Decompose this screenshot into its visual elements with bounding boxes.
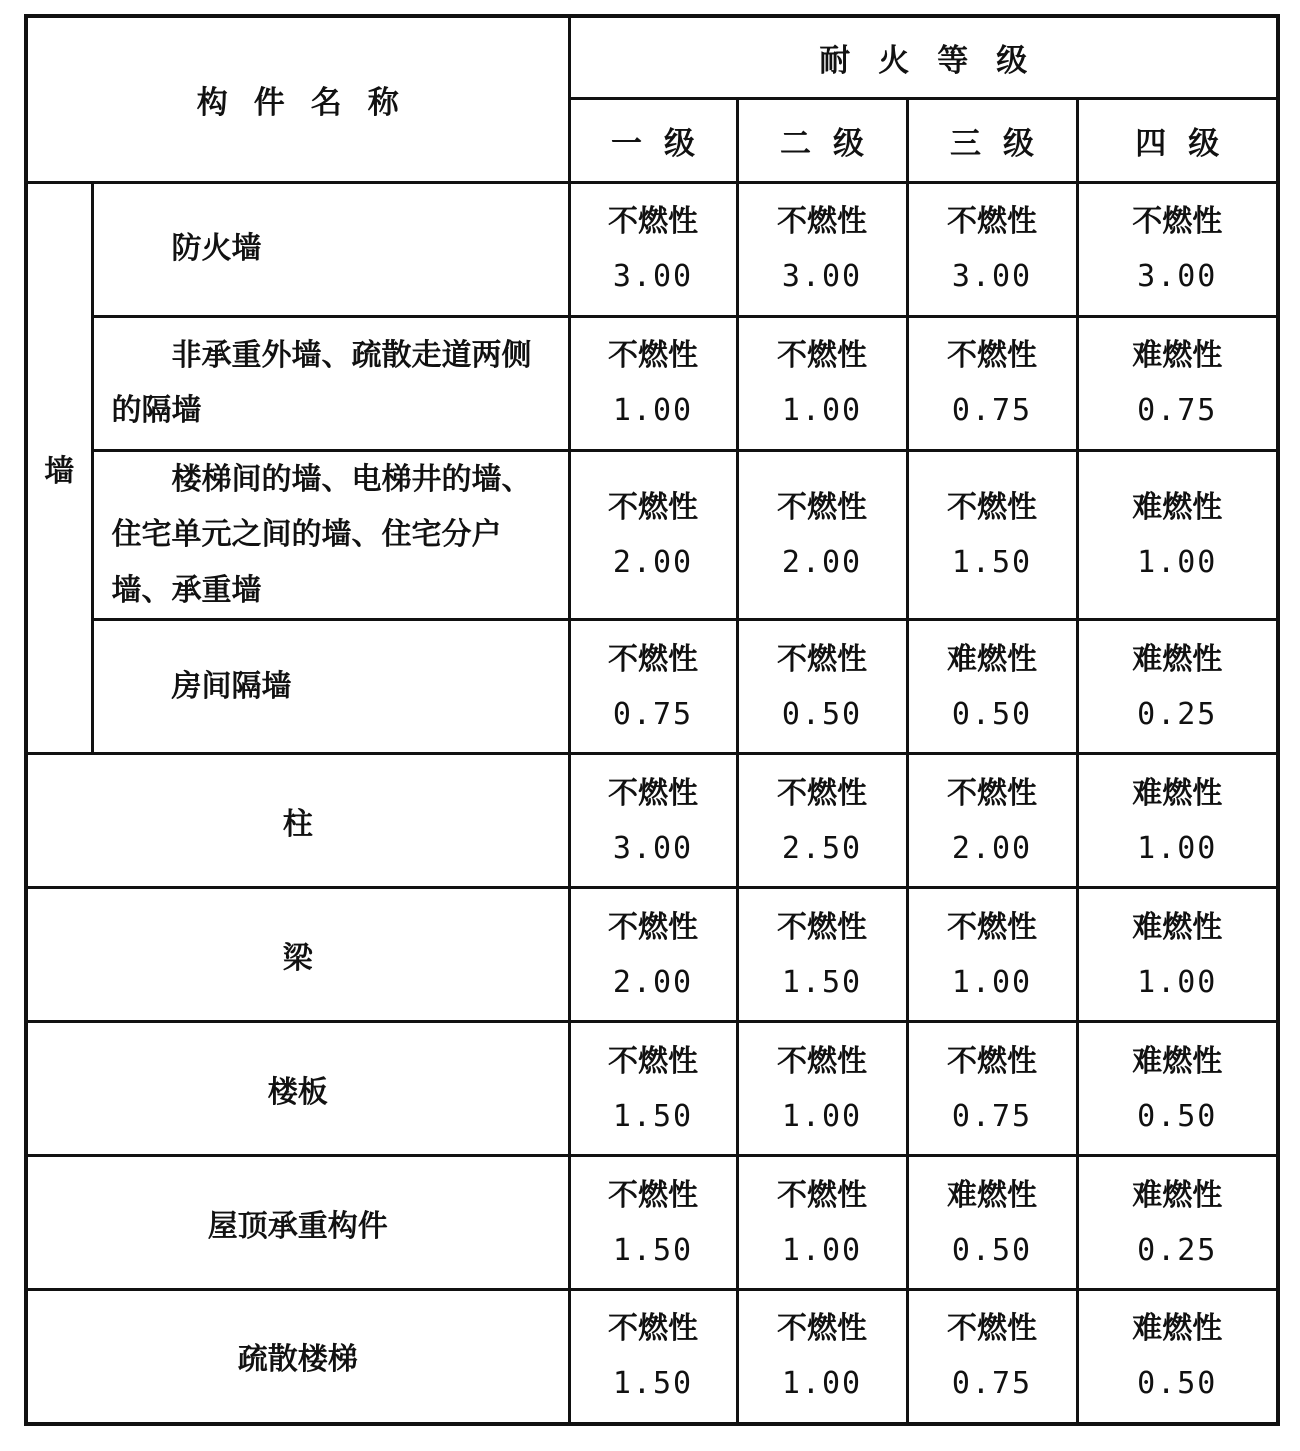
combustibility: 不燃性 (777, 1177, 867, 1213)
rating-cell (907, 182, 1077, 316)
combustibility: 不燃性 (608, 489, 698, 525)
rating-cell (737, 1156, 907, 1290)
rating-cell (1077, 1290, 1278, 1424)
wall-group-label: 墙 (26, 182, 92, 754)
combustibility: 不燃性 (777, 909, 867, 945)
fire-hours: 0.75 (1137, 393, 1218, 428)
rating-cell (1077, 316, 1278, 450)
fire-hours: 3.00 (951, 259, 1033, 294)
combustibility: 不燃性 (608, 641, 698, 677)
combustibility: 不燃性 (608, 338, 698, 373)
fire-hours: 1.00 (1137, 964, 1218, 1000)
table-row (26, 450, 1278, 620)
rating-cell (737, 1290, 907, 1424)
combustibility: 不燃性 (777, 641, 867, 677)
fire-hours: 0.50 (1137, 1366, 1218, 1402)
fire-hours: 1.00 (781, 1098, 863, 1134)
combustibility: 不燃性 (777, 204, 867, 239)
component-name: 疏散楼梯 (26, 1290, 569, 1424)
fire-hours: 1.50 (781, 964, 863, 1000)
combustibility: 不燃性 (608, 1177, 698, 1213)
rating-cell (569, 1290, 737, 1424)
rating-cell (1077, 620, 1278, 754)
combustibility: 难燃性 (1132, 909, 1223, 945)
fire-hours: 1.00 (951, 964, 1033, 1000)
fire-hours: 0.75 (612, 696, 694, 732)
rating-cell (569, 450, 737, 620)
rating-cell (907, 888, 1077, 1022)
fire-hours: 1.00 (612, 393, 694, 428)
fire-hours: 3.00 (1137, 259, 1218, 294)
table-row (26, 182, 1278, 316)
rating-cell (907, 1022, 1077, 1156)
combustibility: 难燃性 (1132, 1043, 1223, 1079)
rating-cell (569, 754, 737, 888)
combustibility: 不燃性 (608, 204, 698, 239)
fire-hours: 2.00 (951, 830, 1033, 866)
fire-hours: 1.00 (781, 1366, 863, 1402)
table-row (26, 620, 1278, 754)
combustibility: 不燃性 (777, 489, 867, 525)
fire-hours: 2.50 (781, 830, 863, 866)
rating-cell (569, 620, 737, 754)
fire-rating-table-wrapper (24, 14, 1280, 1426)
rating-cell (737, 450, 907, 620)
rating-cell (569, 182, 737, 316)
rating-cell (737, 182, 907, 316)
component-name: 梁 (26, 888, 569, 1022)
fire-hours: 0.50 (781, 696, 863, 732)
combustibility: 不燃性 (947, 909, 1037, 945)
fire-hours: 3.00 (612, 259, 694, 294)
component-name: 屋顶承重构件 (26, 1156, 569, 1290)
fire-hours: 1.50 (612, 1098, 694, 1134)
rating-cell (569, 1156, 737, 1290)
combustibility: 不燃性 (1132, 204, 1223, 239)
combustibility: 难燃性 (947, 1177, 1037, 1213)
fire-hours: 2.00 (781, 544, 863, 580)
rating-cell (569, 1022, 737, 1156)
fire-hours: 0.75 (951, 1366, 1033, 1402)
fire-rating-table (24, 14, 1280, 1426)
grade-3-header: 三级 (907, 98, 1077, 182)
fire-hours: 1.00 (781, 393, 863, 428)
table-row (26, 1290, 1278, 1424)
component-name: 房间隔墙 (92, 620, 569, 754)
rating-cell (737, 1022, 907, 1156)
component-name: 柱 (26, 754, 569, 888)
fire-hours: 0.25 (1137, 696, 1218, 732)
grade-4-header: 四级 (1077, 98, 1278, 182)
combustibility: 不燃性 (947, 1043, 1037, 1079)
fire-hours: 3.00 (781, 259, 863, 294)
table-row (26, 888, 1278, 1022)
fire-hours: 1.00 (1137, 544, 1218, 580)
fire-hours: 3.00 (612, 830, 694, 866)
rating-cell (907, 1290, 1077, 1424)
table-row (26, 1156, 1278, 1290)
rating-cell (1077, 1156, 1278, 1290)
rating-cell (907, 1156, 1077, 1290)
combustibility: 不燃性 (608, 909, 698, 945)
combustibility: 不燃性 (947, 775, 1037, 811)
combustibility: 难燃性 (947, 641, 1037, 677)
fire-hours: 0.75 (951, 393, 1033, 428)
fire-hours: 0.25 (1137, 1232, 1218, 1268)
rating-cell (907, 620, 1077, 754)
rating-cell (907, 316, 1077, 450)
fire-hours: 1.50 (951, 544, 1033, 580)
grade-2-header: 二级 (737, 98, 907, 182)
fire-hours: 1.00 (781, 1232, 863, 1268)
table-row (26, 754, 1278, 888)
rating-cell (1077, 182, 1278, 316)
fire-rating-header: 耐火等级 (569, 16, 1278, 98)
combustibility: 难燃性 (1132, 489, 1223, 525)
rating-cell (737, 620, 907, 754)
combustibility: 不燃性 (777, 338, 867, 373)
fire-hours: 0.50 (951, 1232, 1033, 1268)
rating-cell (737, 754, 907, 888)
combustibility: 不燃性 (777, 1311, 867, 1347)
component-name: 防火墙 (92, 182, 569, 316)
rating-cell (737, 888, 907, 1022)
component-name: 楼板 (26, 1022, 569, 1156)
component-name: 非承重外墙、疏散走道两侧的隔墙 (92, 316, 569, 450)
combustibility: 不燃性 (947, 204, 1037, 239)
fire-hours: 0.50 (951, 696, 1033, 732)
combustibility: 难燃性 (1132, 1311, 1223, 1347)
grade-1-header: 一级 (569, 98, 737, 182)
rating-cell (1077, 450, 1278, 620)
rating-cell (907, 754, 1077, 888)
fire-hours: 2.00 (612, 964, 694, 1000)
component-name: 楼梯间的墙、电梯井的墙、住宅单元之间的墙、住宅分户墙、承重墙 (92, 450, 569, 620)
combustibility: 不燃性 (947, 1311, 1037, 1347)
combustibility: 难燃性 (1132, 775, 1223, 811)
table-row (26, 1022, 1278, 1156)
combustibility: 难燃性 (1132, 641, 1223, 677)
header-row-1 (26, 16, 1278, 98)
rating-cell (569, 316, 737, 450)
combustibility: 不燃性 (608, 1311, 698, 1347)
fire-hours: 1.50 (612, 1232, 694, 1268)
rating-cell (737, 316, 907, 450)
combustibility: 难燃性 (1132, 1177, 1223, 1213)
combustibility: 不燃性 (777, 775, 867, 811)
fire-hours: 0.50 (1137, 1098, 1218, 1134)
component-name-header: 构件名称 (26, 16, 569, 182)
combustibility: 不燃性 (777, 1043, 867, 1079)
combustibility: 不燃性 (608, 775, 698, 811)
rating-cell (1077, 754, 1278, 888)
fire-hours: 2.00 (612, 544, 694, 580)
combustibility: 不燃性 (608, 1043, 698, 1079)
rating-cell (1077, 888, 1278, 1022)
combustibility: 不燃性 (947, 338, 1037, 373)
fire-hours: 0.75 (951, 1098, 1033, 1134)
table-row (26, 316, 1278, 450)
rating-cell (1077, 1022, 1278, 1156)
fire-hours: 1.50 (612, 1366, 694, 1402)
combustibility: 不燃性 (947, 489, 1037, 525)
rating-cell (569, 888, 737, 1022)
fire-hours: 1.00 (1137, 830, 1218, 866)
rating-cell (907, 450, 1077, 620)
combustibility: 难燃性 (1132, 338, 1223, 373)
